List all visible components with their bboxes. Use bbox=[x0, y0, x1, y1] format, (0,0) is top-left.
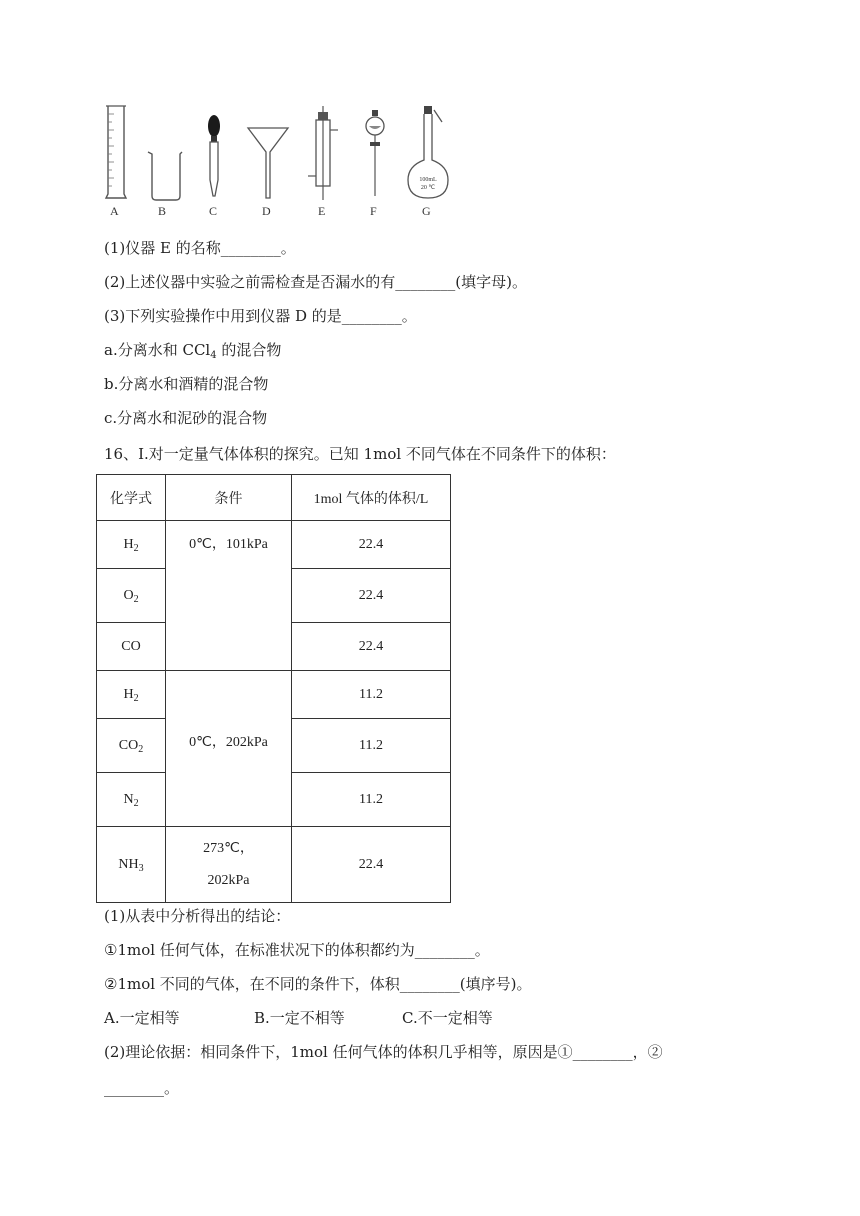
formula-cell: $NH_3$ bbox=[97, 827, 166, 903]
formula-cell: $O_2$ bbox=[97, 569, 166, 623]
funnel-icon bbox=[246, 100, 290, 222]
condition-cell: 273℃， 202kPa bbox=[166, 827, 292, 903]
apparatus-label-f: F bbox=[370, 204, 377, 218]
formula-cell: $H_2$ bbox=[97, 521, 166, 569]
apparatus-label-b: B bbox=[158, 204, 167, 218]
formula-cell: $N_2$ bbox=[97, 773, 166, 827]
condenser-icon bbox=[306, 100, 340, 222]
q15-option-c: c.分离水和泥砂的混合物 bbox=[104, 409, 268, 427]
volume-cell: 22.4 bbox=[292, 569, 451, 623]
condition-cell: 0℃，202kPa bbox=[166, 671, 292, 827]
volume-cell: 11.2 bbox=[292, 773, 451, 827]
formula-cell: CO bbox=[97, 623, 166, 671]
q15-part1: (1)仪器 E 的名称________。 bbox=[104, 239, 296, 257]
q15-part3: (3)下列实验操作中用到仪器 D 的是________。 bbox=[104, 307, 417, 325]
q15-option-b: b.分离水和酒精的混合物 bbox=[104, 375, 269, 393]
table-header-row bbox=[97, 475, 451, 521]
apparatus-label-e: E bbox=[318, 204, 326, 218]
graduated-cylinder-icon bbox=[102, 100, 132, 222]
apparatus-label-c: C bbox=[209, 204, 218, 218]
separatory-funnel-icon bbox=[362, 100, 388, 222]
condition-cell: 0℃，101kPa bbox=[166, 521, 292, 671]
flask-volume-mark: 100mL bbox=[419, 177, 437, 183]
option-b: B.一定不相等 bbox=[254, 1009, 345, 1027]
gas-volume-table bbox=[96, 474, 451, 903]
apparatus-label-a: A bbox=[110, 204, 119, 218]
q16-options bbox=[104, 1008, 493, 1028]
q16-intro: 16、Ⅰ.对一定量气体体积的探究。已知 1mol 不同气体在不同条件下的体积： bbox=[104, 445, 616, 463]
volume-cell: 11.2 bbox=[292, 671, 451, 719]
apparatus-label-d: D bbox=[262, 204, 271, 218]
formula-cell: $H_2$ bbox=[97, 671, 166, 719]
formula-cell: $CO_2$ bbox=[97, 719, 166, 773]
q15-option-a: a.分离水和 CCl$_4$ 的混合物 bbox=[104, 341, 282, 361]
option-c: C.不一定相等 bbox=[402, 1009, 493, 1027]
q16-sub1-b: ②1mol 不同的气体，在不同的条件下，体积________(填序号)。 bbox=[104, 975, 532, 993]
apparatus-figure bbox=[96, 100, 456, 222]
header-formula: 化学式 bbox=[97, 475, 166, 521]
q16-sub2-line1: (2)理论依据：相同条件下，1mol 任何气体的体积几乎相等，原因是①________，② bbox=[104, 1043, 663, 1061]
volume-cell: 22.4 bbox=[292, 521, 451, 569]
flask-temp-mark: 20 ℃ bbox=[420, 185, 436, 191]
option-a: A.一定相等 bbox=[104, 1009, 180, 1027]
q16-sub1-a: ①1mol 任何气体，在标准状况下的体积都约为________。 bbox=[104, 941, 490, 959]
header-condition: 条件 bbox=[166, 475, 292, 521]
q15-part2: (2)上述仪器中实验之前需检查是否漏水的有________(填字母)。 bbox=[104, 273, 527, 291]
q16-sub1: (1)从表中分析得出的结论： bbox=[104, 907, 291, 925]
volume-cell: 22.4 bbox=[292, 623, 451, 671]
q16-sub2-line2: ________。 bbox=[104, 1079, 180, 1097]
table-row bbox=[97, 671, 451, 719]
beaker-icon bbox=[146, 100, 186, 222]
dropper-icon bbox=[202, 100, 226, 222]
header-volume: 1mol 气体的体积/L bbox=[292, 475, 451, 521]
table-row bbox=[97, 521, 451, 569]
volume-cell: 11.2 bbox=[292, 719, 451, 773]
table-row bbox=[97, 827, 451, 903]
apparatus-label-g: G bbox=[422, 204, 431, 218]
volume-cell: 22.4 bbox=[292, 827, 451, 903]
volumetric-flask-icon bbox=[402, 100, 456, 222]
